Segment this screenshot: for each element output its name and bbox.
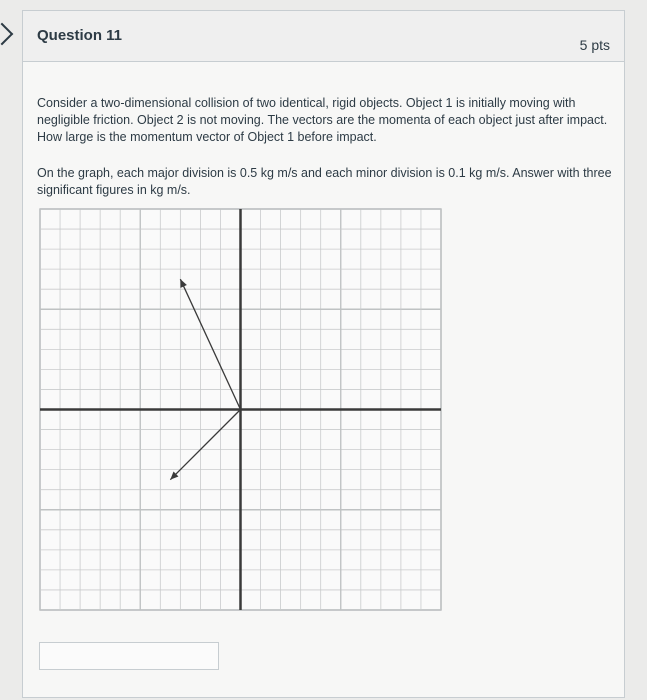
- question-title: Question 11: [37, 27, 123, 44]
- question-paragraph-2: On the graph, each major division is 0.5 kg m/s and each minor division is 0.1 kg m/s. Answer with three significant figures in kg m/s.: [37, 166, 612, 197]
- question-card: [22, 10, 625, 698]
- question-paragraph-1: Consider a two-dimensional collision of two identical, rigid objects. Object 1 is initially moving with negligible friction. Object 2 is not moving. The vectors are the momenta of each object just after impact. How large is the momentum vector of Object 1 before impact.: [37, 96, 608, 144]
- question-header: [23, 11, 624, 62]
- question-marker-icon: [0, 23, 13, 46]
- question-points: 5 pts: [579, 37, 610, 53]
- momentum-graph: [38, 207, 443, 612]
- answer-input[interactable]: [39, 642, 219, 670]
